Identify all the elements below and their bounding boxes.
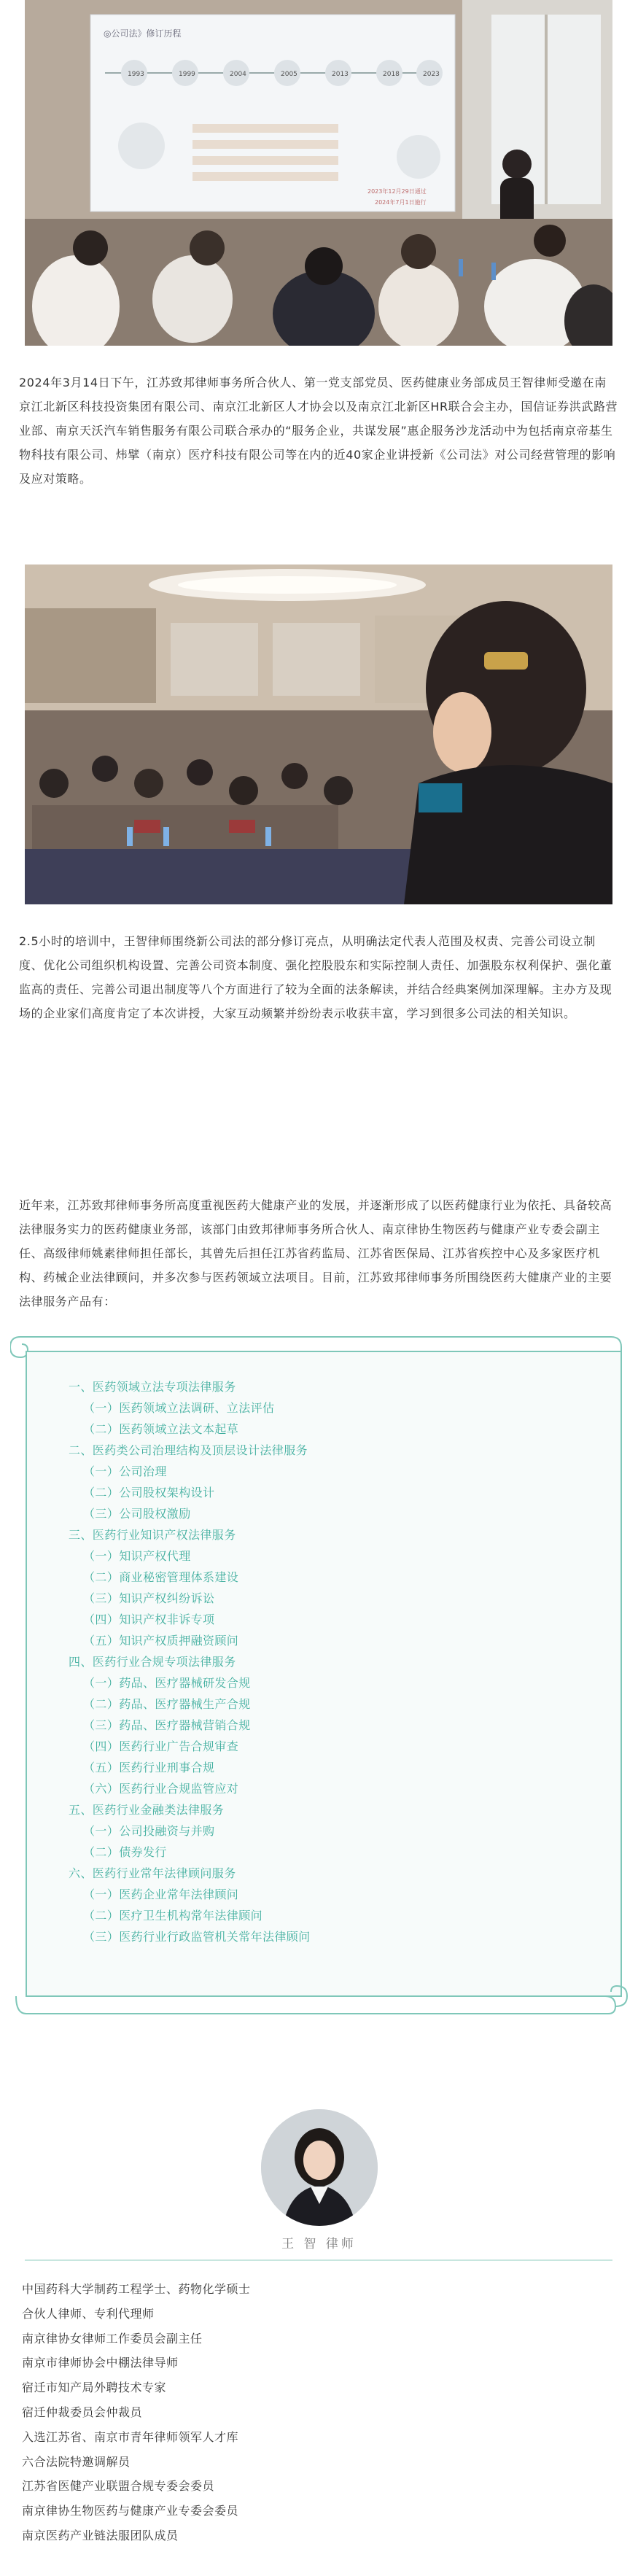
seminar-speaker-image [25, 0, 612, 346]
slide-year: 1999 [179, 71, 195, 78]
service-subitem: （六）医药行业合规监管应对 [83, 1782, 239, 1796]
service-category: 三、医药行业知识产权法律服务 [69, 1528, 236, 1542]
credential-item: 江苏省医健产业联盟合规专委会委员 [22, 2479, 215, 2494]
credential-item: 六合法院特邀调解员 [22, 2454, 131, 2469]
seminar-speaker-photo [25, 0, 612, 346]
slide-year: 2023 [423, 71, 440, 78]
service-subitem: （三）公司股权激励 [83, 1507, 191, 1521]
service-category: 五、医药行业金融类法律服务 [69, 1803, 225, 1817]
service-subitem: （一）医药企业常年法律顾问 [83, 1888, 239, 1901]
credential-item: 南京律协生物医药与健康产业专委会委员 [22, 2504, 239, 2518]
service-subitem: （四）医药行业广告合规审查 [83, 1739, 239, 1753]
service-subitem: （五）知识产权质押融资顾问 [83, 1634, 239, 1648]
avatar-image [261, 2109, 378, 2226]
slide-year: 2004 [230, 71, 246, 78]
seminar-audience-image [25, 565, 612, 904]
credential-item: 南京市律师协会中棚法律导师 [22, 2356, 179, 2370]
service-category: 六、医药行业常年法律顾问服务 [69, 1866, 236, 1880]
firm-overview-paragraph: 近年来，江苏致邦律师事务所高度重视医药大健康产业的发展，并逐渐形成了以医药健康行业为依托、具备较高法律服务实力的医药健康业务部，该部门由致邦律师事务所合伙人、南京律协生物医药与健康产业专委会副主任、高级律师姚素律师担任部长，其曾先后担任江苏省药监局、江苏省医保局、江苏省疾控中心及多家医疗机构、药械企业法律顾问，并多次参与医药领域立法项目。目前，江苏致邦律师事务所围绕医药大健康产业的主要法律服务产品有： [19, 1198, 612, 1308]
training-summary-paragraph: 2.5小时的培训中，王智律师围绕新公司法的部分修订亮点，从明确法定代表人范围及权责、完善公司设立制度、优化公司组织机构设置、完善公司资本制度、强化控股股东和实际控制人责任、加强股东权利保护、强化董监高的责任、完善公司退出制度等八个方面进行了较为全面的法条解读，并结合经典案例加深理解。主办方及现场的企业家们高度肯定了本次讲授，大家互动频繁并纷纷表示收获丰富，学习到很多公司法的相关知识。 [19, 934, 612, 1020]
service-subitem: （二）医药领域立法文本起草 [83, 1422, 239, 1436]
service-list [69, 1376, 579, 1947]
slide-year: 2005 [281, 71, 297, 78]
service-category: 二、医药类公司治理结构及顶层设计法律服务 [69, 1443, 308, 1457]
slide-title: ◎公司法》修订历程 [104, 28, 182, 39]
service-subitem: （二）债券发行 [83, 1845, 167, 1859]
service-subitem: （二）商业秘密管理体系建设 [83, 1570, 239, 1584]
credential-item: 南京医药产业链法服团队成员 [22, 2528, 179, 2542]
credential-item: 中国药科大学制药工程学士、药物化学硕士 [22, 2282, 251, 2296]
credential-item: 入选江苏省、南京市青年律师领军人才库 [22, 2429, 239, 2444]
profile-divider [25, 2259, 612, 2261]
seminar-audience-photo [25, 565, 612, 904]
event-intro-paragraph: 2024年3月14日下午，江苏致邦律师事务所合伙人、第一党支部党员、医药健康业务部成员王智律师受邀在南京江北新区科技投资集团有限公司、南京江北新区人才协会以及南京江北新区HR联合会主办，国信证券洪武路营业部、南京天沃汽车销售服务有限公司联合承办的“服务企业，共谋发展”惠企服务沙龙活动中为包括南京帝基生物科技有限公司、炜擘（南京）医疗科技有限公司等在内的近40家企业讲授新《公司法》对公司经营管理的影响及应对策略。 [19, 376, 618, 486]
services-scroll-card [10, 1331, 628, 2015]
service-subitem: （一）医药领域立法调研、立法评估 [83, 1401, 275, 1415]
slide-year: 2018 [383, 71, 400, 78]
service-subitem: （一）公司投融资与并购 [83, 1824, 215, 1838]
slide-year: 2013 [332, 71, 349, 78]
slide-date: 2023年12月29日通过 [367, 188, 427, 195]
service-subitem: （二）公司股权架构设计 [83, 1486, 215, 1500]
service-subitem: （三）医药行业行政监管机关常年法律顾问 [83, 1930, 311, 1944]
credentials-list [22, 2277, 251, 2548]
credential-item: 合伙人律师、专利代理师 [22, 2306, 155, 2321]
service-subitem: （二）医疗卫生机构常年法律顾问 [83, 1909, 263, 1923]
credential-item: 南京律协女律师工作委员会副主任 [22, 2331, 203, 2346]
credential-item: 宿迁仲裁委员会仲裁员 [22, 2405, 143, 2419]
slide-year: 1993 [128, 71, 144, 78]
slide-date: 2024年7月1日施行 [375, 199, 427, 206]
service-category: 一、医药领域立法专项法律服务 [69, 1380, 236, 1394]
service-subitem: （三）知识产权纠纷诉讼 [83, 1591, 215, 1605]
lawyer-avatar [261, 2109, 378, 2226]
service-subitem: （三）药品、医疗器械营销合规 [83, 1718, 251, 1732]
credential-item: 宿迁市知产局外聘技术专家 [22, 2381, 167, 2395]
service-subitem: （一）知识产权代理 [83, 1549, 191, 1563]
lawyer-name: 王 智 律师 [281, 2237, 357, 2251]
service-subitem: （二）药品、医疗器械生产合规 [83, 1697, 251, 1711]
service-subitem: （四）知识产权非诉专项 [83, 1613, 215, 1626]
service-subitem: （五）医药行业刑事合规 [83, 1761, 215, 1774]
service-subitem: （一）药品、医疗器械研发合规 [83, 1676, 251, 1690]
service-category: 四、医药行业合规专项法律服务 [69, 1655, 236, 1669]
service-subitem: （一）公司治理 [83, 1464, 167, 1478]
